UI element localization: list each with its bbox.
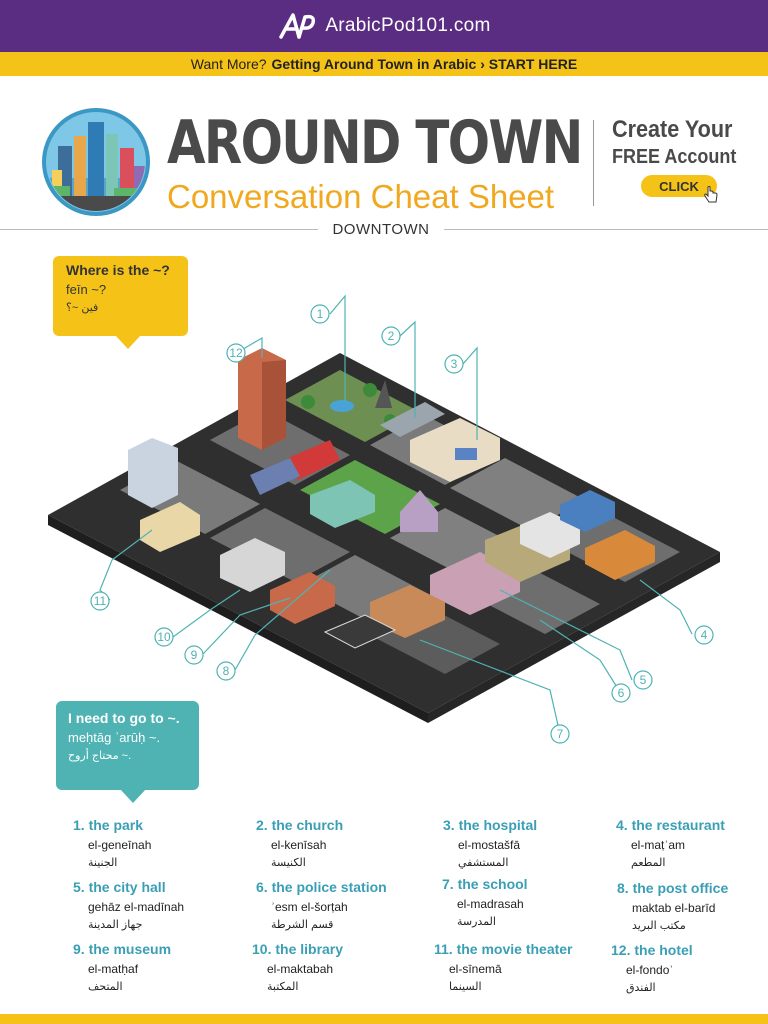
promo-link[interactable]: Getting Around Town in Arabic › START HERE [271,56,578,72]
section-title: DOWNTOWN [332,221,430,238]
svg-text:8: 8 [222,664,230,678]
vocab-transliteration: ʾesm el-šorṭah [271,900,348,914]
vocab-transliteration: el-maṭʿam [631,838,686,852]
vocab-english: 2. the church [256,817,344,833]
vocab-item [616,817,725,869]
vocab-arabic: السينما [449,981,482,993]
svg-text:3: 3 [450,357,458,371]
cta-line-1: Create Your [612,116,733,143]
callout-2 [382,327,400,345]
town-map-illustration [40,290,730,750]
vocab-transliteration: el-mostašfā [458,838,521,852]
vocab-item [443,817,537,869]
vocab-english: 6. the police station [256,879,387,895]
vocab-arabic: المستشفي [458,857,509,869]
vocab-item [617,880,728,932]
callout-1 [311,305,329,323]
vocab-english: 12. the hotel [611,942,693,958]
create-account-button[interactable]: CLICK [641,175,717,197]
vocab-item [73,817,151,869]
vocab-arabic: المدرسة [457,916,496,928]
vocab-arabic: المطعم [631,857,666,869]
vocab-transliteration: el-geneīnah [88,838,152,852]
vocab-english: 11. the movie theater [434,941,573,957]
where-is-bubble [53,256,188,336]
vocab-arabic: الكنيسة [271,857,306,869]
svg-text:10: 10 [157,630,171,644]
vocab-item [256,879,387,931]
callout-12 [227,344,245,362]
callout-9 [185,646,203,664]
callout-4 [695,626,713,644]
vocab-arabic: الفندق [626,982,656,994]
vocab-english: 9. the museum [73,941,172,957]
callout-3 [445,355,463,373]
vocab-item [73,941,171,993]
vocab-item [442,876,528,928]
need-to-go-english: I need to go to ~. [68,710,180,726]
svg-text:4: 4 [700,628,708,642]
svg-text:5: 5 [639,673,647,687]
top-bar [0,0,768,52]
vocab-transliteration: el-matḥaf [88,962,139,976]
vocab-english: 5. the city hall [73,879,166,895]
vocab-arabic: مكتب البريد [632,920,686,932]
header-divider [593,120,594,206]
vocab-item [73,879,184,931]
svg-text:7: 7 [556,727,564,741]
vocab-arabic: جهاز المدينة [88,919,143,931]
where-is-english: Where is the ~? [66,262,170,278]
vocab-transliteration: el-sīnemā [449,962,502,976]
hand-cursor-icon [703,186,719,204]
vocab-transliteration: el-madrasah [457,897,524,911]
svg-text:2: 2 [387,329,395,343]
callout-6 [612,684,630,702]
page-title: AROUND TOWN [167,108,582,178]
vocab-transliteration: el-kenīsah [271,838,327,852]
vocab-english: 10. the library [252,941,344,957]
callout-8 [217,662,235,680]
section-rule-right [444,229,768,230]
section-rule-left [0,229,318,230]
page-subtitle: Conversation Cheat Sheet [167,178,555,215]
callout-11 [91,592,109,610]
vocab-transliteration: el-maktabah [267,962,334,976]
vocab-arabic: المتحف [88,981,123,993]
cta-line-2: FREE Account [612,146,737,168]
where-is-arabic: فين ~؟ [66,302,99,314]
vocab-arabic: المكتبة [267,981,299,993]
svg-text:9: 9 [190,648,198,662]
vocab-english: 3. the hospital [443,817,538,833]
vocab-item [434,941,573,993]
vocab-transliteration: maktab el-barīd [632,901,716,915]
vocab-transliteration: el-fondoʾ [626,963,674,977]
ap-logo-icon[interactable] [277,11,317,41]
svg-text:6: 6 [617,686,625,700]
callout-5 [634,671,652,689]
vocab-item [256,817,343,869]
callout-10 [155,628,173,646]
vocab-english: 7. the school [442,876,528,892]
vocab-arabic: قسم الشرطة [271,919,334,931]
vocab-english: 8. the post office [617,880,729,896]
need-to-go-bubble [56,701,199,790]
vocab-english: 4. the restaurant [616,817,725,833]
vocab-transliteration: gehāz el-madīnah [88,900,185,914]
brand-link[interactable]: ArabicPod101.com [325,15,491,36]
need-to-go-arabic: محتاج أروح ~. [68,750,132,762]
city-badge-image [40,108,156,216]
where-is-transliteration: feīn ~? [66,282,107,297]
svg-text:12: 12 [229,346,243,360]
promo-bar[interactable] [0,52,768,76]
vocab-arabic: الجنينة [88,857,118,869]
callout-7 [551,725,569,743]
promo-prefix: Want More? [190,56,267,72]
vocab-item [611,942,693,994]
bottom-bar [0,1014,768,1024]
svg-text:1: 1 [316,307,324,321]
vocab-item [252,941,343,993]
need-to-go-transliteration: meḥtāg ʾarūḥ ~. [68,730,161,745]
svg-text:11: 11 [93,594,107,608]
vocab-english: 1. the park [73,817,144,833]
